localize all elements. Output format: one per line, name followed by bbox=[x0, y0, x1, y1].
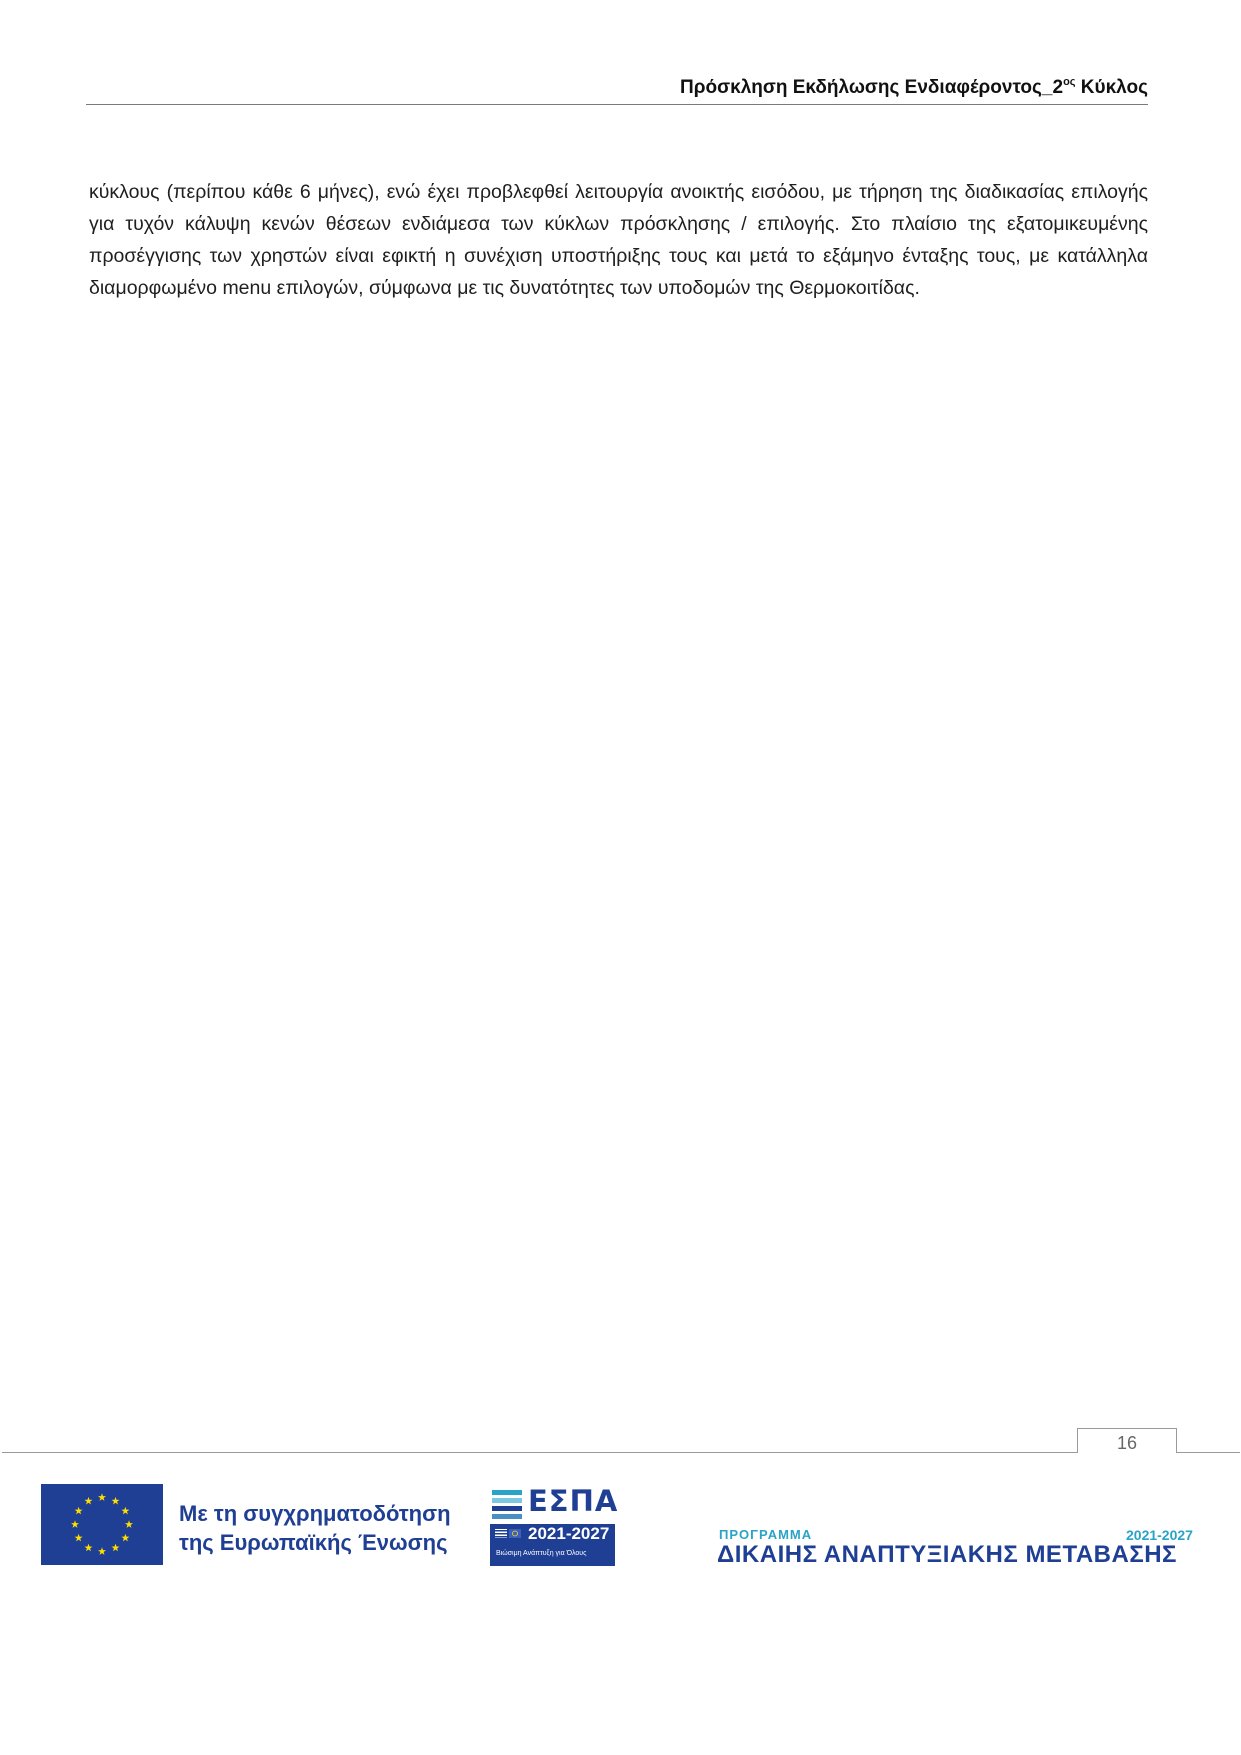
header-title-main: Πρόσκληση Εκδήλωσης Ενδιαφέροντος_2 bbox=[680, 77, 1064, 98]
program-years: 2021-2027 bbox=[1126, 1527, 1193, 1543]
espa-stripe-icon bbox=[492, 1498, 522, 1503]
espa-stripe-icon bbox=[492, 1506, 522, 1511]
eu-text-line2: της Ευρωπαϊκής Ένωσης bbox=[179, 1530, 448, 1555]
greek-eu-flags-icon bbox=[495, 1529, 523, 1547]
eu-cofunding-text bbox=[179, 1499, 451, 1557]
eu-text-line1: Με τη συγχρηματοδότηση bbox=[179, 1501, 451, 1526]
program-label: ΠΡΟΓΡΑΜΜΑ bbox=[719, 1527, 813, 1542]
eu-flag-icon bbox=[41, 1484, 163, 1565]
header-title-tail: Κύκλος bbox=[1075, 77, 1148, 98]
page-header bbox=[86, 74, 1148, 105]
espa-stripe-icon bbox=[492, 1514, 522, 1519]
espa-tagline: Βιώσιμη Ανάπτυξη για Όλους bbox=[496, 1550, 587, 1557]
body-paragraph: κύκλους (περίπου κάθε 6 μήνες), ενώ έχει προβλεφθεί λειτουργία ανοικτής εισόδου, με τήρηση της διαδικασίας επιλογής για τυχόν κάλυψη κενών θέσεων ενδιάμεσα των κύκλων πρόσκλησης / επιλογής. Στο πλαίσιο της εξατομικευμένης προσέγγισης των χρηστών είναι εφικτή η συνέχιση υποστήριξης τους και μετά το εξάμηνο ένταξης τους, με κατάλληλα διαμορφωμένο menu επιλογών, σύμφωνα με τις δυνατότητες των υποδομών της Θερμοκοιτίδας. bbox=[89, 181, 1148, 299]
program-name: ΔΙΚΑΙΗΣ ΑΝΑΠΤΥΞΙΑΚΗΣ ΜΕΤΑΒΑΣΗΣ bbox=[717, 1541, 1177, 1568]
espa-stripe-icon bbox=[492, 1490, 522, 1495]
footer-divider bbox=[2, 1452, 1240, 1453]
page-number: 16 bbox=[1077, 1428, 1177, 1453]
header-title bbox=[680, 76, 1148, 99]
espa-title: ΕΣΠΑ bbox=[528, 1484, 619, 1518]
espa-years: 2021-2027 bbox=[528, 1524, 610, 1543]
espa-logo bbox=[490, 1484, 619, 1566]
header-title-sup: ος bbox=[1063, 76, 1076, 88]
